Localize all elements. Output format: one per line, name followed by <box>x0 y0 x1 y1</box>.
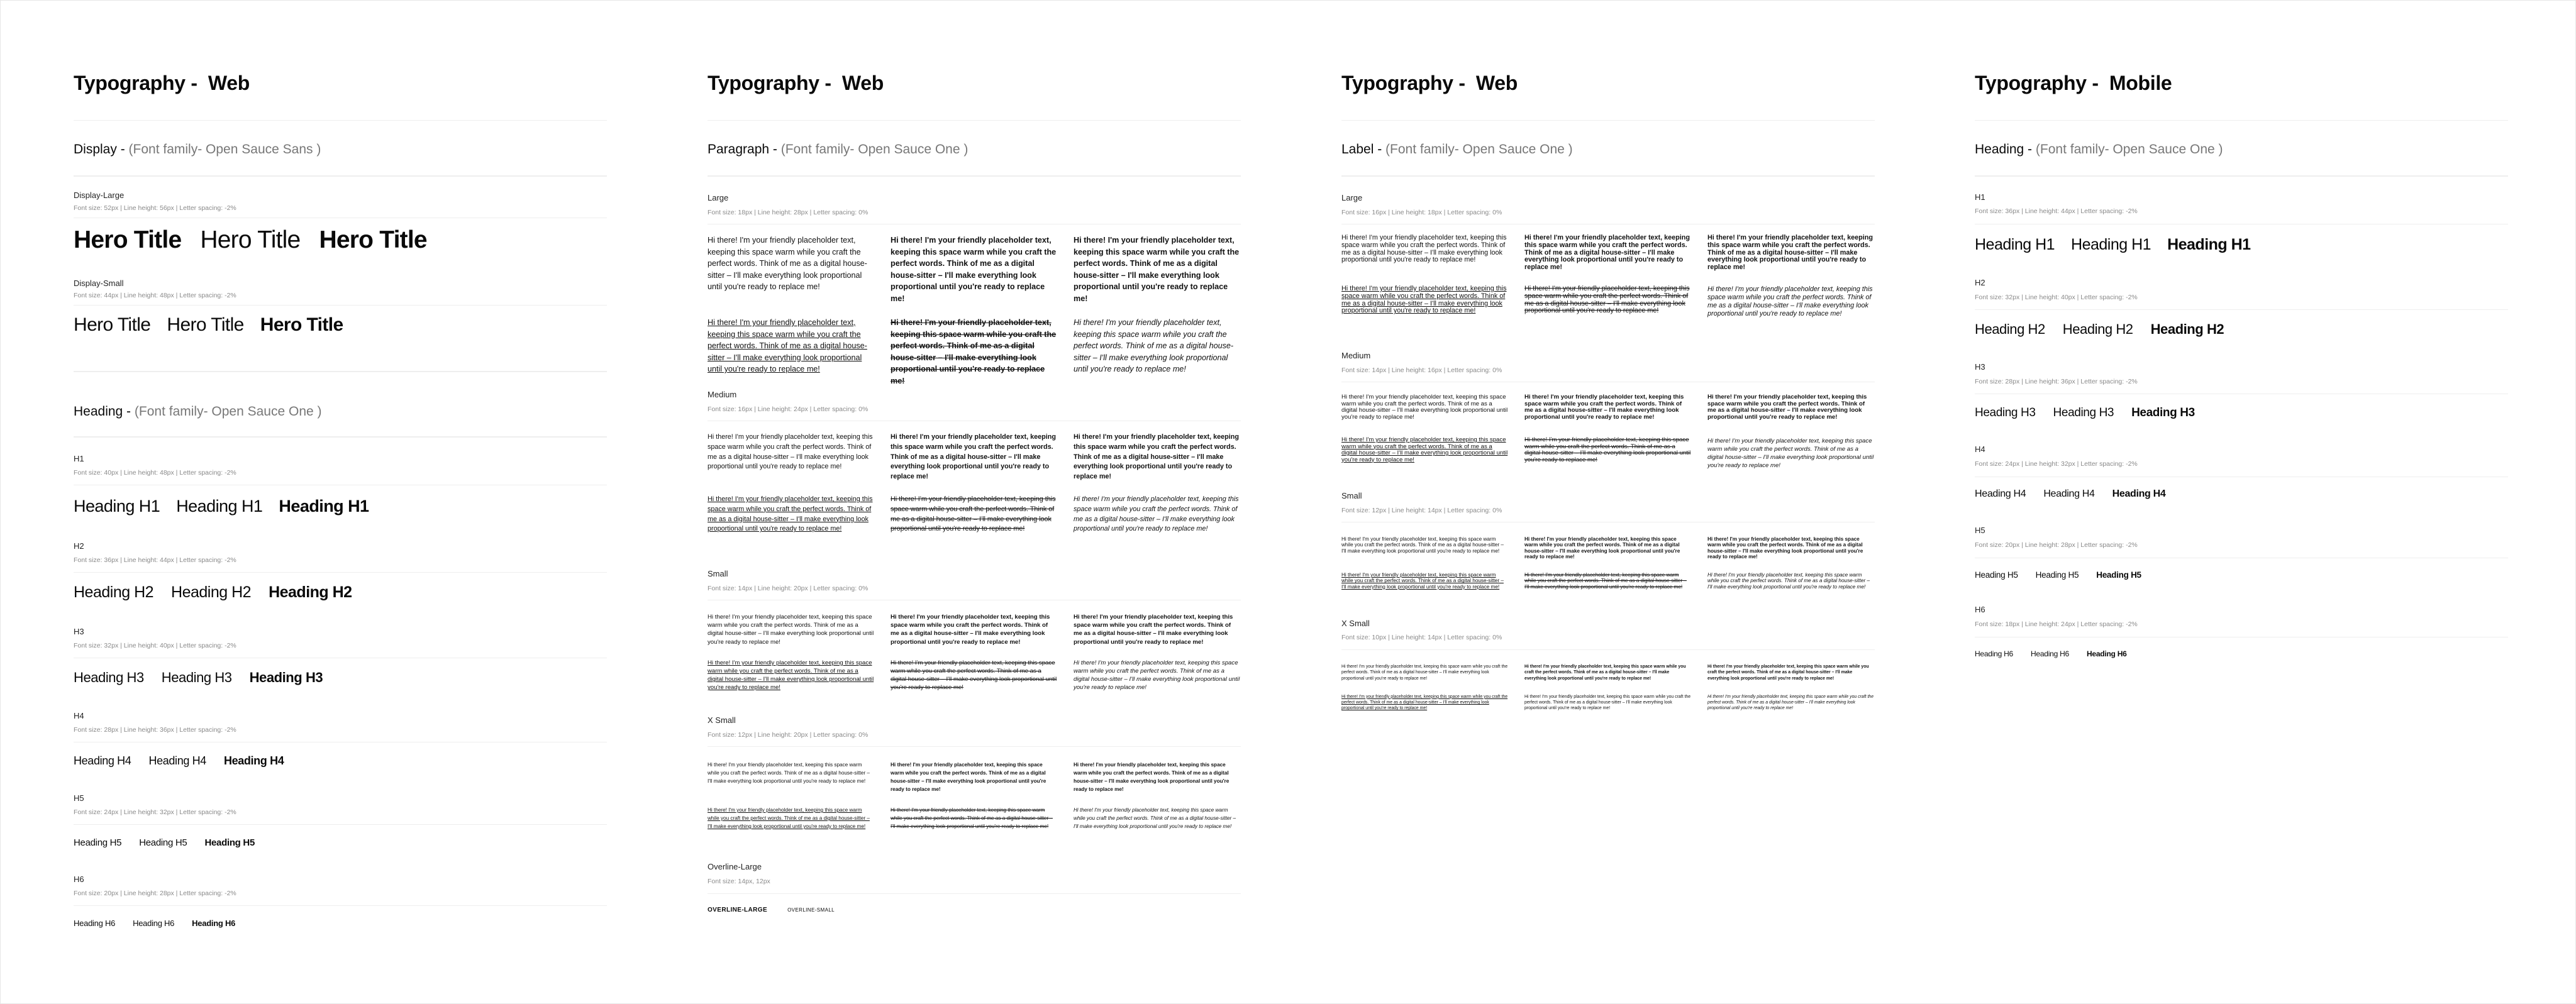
sample-strikethrough: Hi there! I'm your friendly placeholder text, keeping this space warm while you craft the perfect words. Think of me as a digital house-sitter – I'll make everything look proportional until you're ready to replace me! <box>891 807 1053 829</box>
label-large-samples <box>1341 234 1874 318</box>
style-meta: Font size: 10px | Line height: 14px | Letter spacing: 0% <box>1341 634 1502 641</box>
sample-medium: Hero Title <box>167 314 244 335</box>
style-label: H1 <box>1975 192 1985 202</box>
divider <box>1341 649 1875 650</box>
sample-semibold: Hero Title <box>319 226 427 253</box>
sample-underline: Hi there! I'm your friendly placeholder text, keeping this space warm while you craft the perfect words. Think of me as a digital house-sitter – I'll make everything look proportional until you're ready to replace me! <box>1341 436 1508 463</box>
style-label: Overline-Large <box>708 862 762 871</box>
sample-strikethrough: Hi there! I'm your friendly placeholder text, keeping this space warm while you craft the perfect words. Think of me as a digital house-sitter – I'll make everything look proportional until you're ready to replace me! <box>1524 436 1691 463</box>
sample-regular: Heading H6 <box>1975 649 2013 658</box>
sample-medium: Hi there! I'm your friendly placeholder text, keeping this space warm while you craft the perfect words. Think of me as a digital house-sitter – I'll make everything look proportional until you're ready to replace me! <box>891 433 1056 481</box>
divider <box>1975 120 2508 121</box>
page-title: Typography - Mobile <box>1975 72 2172 94</box>
sample-medium: Hi there! I'm your friendly placeholder text, keeping this space warm while you craft the perfect words. Think of me as a digital house-sitter – I'll make everything look proportional until you're ready to replace me! <box>891 614 1050 646</box>
page-title: Typography - Web <box>708 72 884 94</box>
sample-strikethrough: Hi there! I'm your friendly placeholder text, keeping this space warm while you craft the perfect words. Think of me as a digital house-sitter – I'll make everything look proportional until you're ready to replace me! <box>1524 284 1690 315</box>
style-label: Medium <box>1341 351 1371 360</box>
divider <box>708 746 1241 747</box>
section-title-heading: Heading - (Font family- Open Sauce One ) <box>1975 142 2223 157</box>
divider <box>1975 309 2508 310</box>
sample-semibold: Heading H6 <box>192 918 236 928</box>
style-label: Small <box>1341 491 1362 500</box>
sample-underline: Hi there! I'm your friendly placeholder text, keeping this space warm while you craft the perfect words. Think of me as a digital house-sitter – I'll make everything look proportional until you're ready to replace me! <box>708 495 873 533</box>
sample-italic: Hi there! I'm your friendly placeholder text, keeping this space warm while you craft the perfect words. Think of me as a digital house-sitter – I'll make everything look proportional until you're ready to replace me! <box>1707 285 1873 317</box>
sample-semibold: Heading H3 <box>2131 406 2195 419</box>
divider <box>74 572 607 573</box>
sample-regular-alt: Hi there! I'm your friendly placeholder text, keeping this space warm while you craft the perfect words. Think of me as a digital house-sitter – I'll make everything look proportional until you're ready to replace me! <box>1524 694 1691 711</box>
column-web-paragraph <box>708 0 1241 1004</box>
divider <box>74 371 607 372</box>
style-meta: Font size: 32px | Line height: 40px | Letter spacing: -2% <box>1975 294 2138 301</box>
sample-underline: Hi there! I'm your friendly placeholder text, keeping this space warm while you craft the perfect words. Think of me as a digital house-sitter – I'll make everything look proportional until you're ready to replace me! <box>1341 694 1508 711</box>
style-label: Small <box>708 569 728 578</box>
h6-samples <box>74 918 235 928</box>
sample-semibold: Hi there! I'm your friendly placeholder text, keeping this space warm while you craft the perfect words. Think of me as a digital house-sitter – I'll make everything look proportional until you're ready to replace me! <box>1707 665 1869 681</box>
style-meta: Font size: 28px | Line height: 36px | Letter spacing: -2% <box>1975 378 2138 385</box>
display-small-samples <box>74 314 343 336</box>
divider <box>74 120 607 121</box>
section-title-label: Label - (Font family- Open Sauce One ) <box>1341 142 1573 157</box>
section-title-heading: Heading - (Font family- Open Sauce One ) <box>74 404 322 419</box>
sample-underline: Hi there! I'm your friendly placeholder text, keeping this space warm while you craft the perfect words. Think of me as a digital house-sitter – I'll make everything look proportional until you're ready to replace me! <box>1341 572 1504 590</box>
sample-semibold: Heading H5 <box>2096 570 2141 580</box>
sample-regular: Heading H1 <box>1975 236 2055 253</box>
style-label: H5 <box>1975 526 1985 535</box>
sample-semibold: Hi there! I'm your friendly placeholder text, keeping this space warm while you craft the perfect words. Think of me as a digital house-sitter – I'll make everything look proportional until you're ready to replace me! <box>1074 614 1233 646</box>
sample-regular: Hi there! I'm your friendly placeholder text, keeping this space warm while you craft the perfect words. Think of me as a digital house-sitter – I'll make everything look proportional until you're ready to replace me! <box>1341 234 1507 264</box>
mobile-h1-samples <box>1975 236 2251 254</box>
divider <box>1341 175 1875 177</box>
sample-medium: Hi there! I'm your friendly placeholder text, keeping this space warm while you craft the perfect words. Think of me as a digital house-sitter – I'll make everything look proportional until you're ready to replace me! <box>1524 665 1686 681</box>
sample-semibold: Heading H1 <box>279 497 369 516</box>
style-label: Large <box>708 193 729 202</box>
sample-regular: Hero Title <box>200 226 301 253</box>
sample-regular: Hi there! I'm your friendly placeholder text, keeping this space warm while you craft the perfect words. Think of me as a digital house-sitter – I'll make everything look proportional until you're ready to replace me! <box>1341 665 1508 681</box>
sample-semibold: Hi there! I'm your friendly placeholder text, keeping this space warm while you craft the perfect words. Think of me as a digital house-sitter – I'll make everything look proportional until you're ready to replace me! <box>1707 234 1873 272</box>
sample-medium: Hi there! I'm your friendly placeholder text, keeping this space warm while you craft the perfect words. Think of me as a digital house-sitter – I'll make everything look proportional until you're ready to replace me! <box>1524 234 1690 272</box>
style-label: H4 <box>74 711 84 720</box>
sample-semibold: Hi there! I'm your friendly placeholder text, keeping this space warm while you craft the perfect words. Think of me as a digital house-sitter – I'll make everything look proportional until you're ready to replace me! <box>1074 762 1230 792</box>
sample-semibold: Heading H6 <box>2086 649 2127 658</box>
label-small-samples <box>1341 536 1874 590</box>
sample-semibold: Heading H5 <box>204 837 255 848</box>
style-label: Large <box>1341 193 1363 202</box>
style-meta: Font size: 52px | Line height: 56px | Letter spacing: -2% <box>74 204 236 212</box>
sample-medium: Heading H1 <box>176 497 263 516</box>
sample-bold: Hero Title <box>74 226 182 253</box>
sample-regular: Hi there! I'm your friendly placeholder text, keeping this space warm while you craft the perfect words. Think of me as a digital house-sitter – I'll make everything look proportional until you're ready to replace me! <box>708 762 870 784</box>
style-meta: Font size: 28px | Line height: 36px | Letter spacing: -2% <box>74 726 236 734</box>
paragraph-medium-samples <box>708 433 1240 534</box>
paragraph-xsmall-samples <box>708 761 1240 830</box>
sample-regular: Heading H3 <box>1975 406 2036 419</box>
mobile-h2-samples <box>1975 321 2224 338</box>
divider <box>708 175 1241 177</box>
style-label: Medium <box>708 390 737 399</box>
sample-semibold: Hero Title <box>260 314 343 335</box>
sample-regular: Hi there! I'm your friendly placeholder text, keeping this space warm while you craft the perfect words. Think of me as a digital house-sitter – I'll make everything look proportional until you're ready to replace me! <box>1341 536 1504 554</box>
sample-italic: Hi there! I'm your friendly placeholder text, keeping this space warm while you craft the perfect words. Think of me as a digital house-sitter – I'll make everything look proportional until you're ready to replace me! <box>1707 438 1874 469</box>
sample-semibold: Heading H3 <box>249 670 323 685</box>
divider <box>708 893 1241 894</box>
sample-italic: Hi there! I'm your friendly placeholder text, keeping this space warm while you craft the perfect words. Think of me as a digital house-sitter – I'll make everything look proportional until you're ready to replace me! <box>1074 318 1234 373</box>
mobile-h3-samples <box>1975 406 2195 420</box>
sample-regular: Heading H5 <box>74 837 122 848</box>
paragraph-large-samples <box>708 234 1240 387</box>
sample-medium: Heading H1 <box>2071 236 2151 253</box>
sample-regular: Heading H2 <box>1975 321 2045 337</box>
style-label: H6 <box>1975 605 1985 614</box>
paragraph-small-samples <box>708 613 1240 692</box>
sample-semibold: Heading H2 <box>269 583 352 601</box>
overline-large: OVERLINE-LARGE <box>708 907 768 913</box>
sample-medium: Heading H4 <box>148 754 206 767</box>
sample-semibold: Heading H4 <box>2112 488 2166 499</box>
sample-semibold: Heading H4 <box>223 754 284 767</box>
divider <box>708 120 1241 121</box>
h1-samples <box>74 497 369 516</box>
style-label: X Small <box>1341 619 1370 628</box>
sample-medium: Hi there! I'm your friendly placeholder text, keeping this space warm while you craft the perfect words. Think of me as a digital house-sitter – I'll make everything look proportional until you're ready to replace me! <box>1524 536 1680 560</box>
style-meta: Font size: 24px | Line height: 32px | Letter spacing: -2% <box>74 808 236 816</box>
sample-strikethrough: Hi there! I'm your friendly placeholder text, keeping this space warm while you craft the perfect words. Think of me as a digital house-sitter – I'll make everything look proportional until you're ready to replace me! <box>891 495 1056 533</box>
sample-medium: Heading H2 <box>2062 321 2133 337</box>
sample-regular: Heading H3 <box>74 670 144 685</box>
sample-medium: Heading H2 <box>171 583 252 601</box>
style-meta: Font size: 32px | Line height: 40px | Letter spacing: -2% <box>74 642 236 649</box>
column-mobile-heading <box>1975 0 2508 1004</box>
style-meta: Font size: 36px | Line height: 44px | Letter spacing: -2% <box>1975 207 2138 215</box>
style-label: X Small <box>708 715 736 725</box>
sample-medium: Hi there! I'm your friendly placeholder text, keeping this space warm while you craft the perfect words. Think of me as a digital house-sitter – I'll make everything look proportional until you're ready to replace me! <box>1524 394 1684 421</box>
sample-medium: Hi there! I'm your friendly placeholder text, keeping this space warm while you craft the perfect words. Think of me as a digital house-sitter – I'll make everything look proportional until you're ready to replace me! <box>891 236 1057 303</box>
sample-medium: Hi there! I'm your friendly placeholder text, keeping this space warm while you craft the perfect words. Think of me as a digital house-sitter – I'll make everything look proportional until you're ready to replace me! <box>891 762 1046 792</box>
style-meta: Font size: 14px, 12px <box>708 878 770 885</box>
sample-medium: Heading H5 <box>139 837 187 848</box>
mobile-h4-samples <box>1975 488 2165 500</box>
style-label: H1 <box>74 454 84 463</box>
style-label: H4 <box>1975 444 1985 454</box>
overline-small: OVERLINE-SMALL <box>787 907 835 913</box>
style-meta: Font size: 20px | Line height: 28px | Letter spacing: -2% <box>74 890 236 897</box>
style-meta: Font size: 18px | Line height: 28px | Letter spacing: 0% <box>708 209 869 216</box>
sample-strikethrough: Hi there! I'm your friendly placeholder text, keeping this space warm while you craft the perfect words. Think of me as a digital house-sitter – I'll make everything look proportional until you're ready to replace me! <box>891 659 1057 692</box>
sample-regular: Heading H2 <box>74 583 154 601</box>
h3-samples <box>74 670 323 686</box>
sample-underline: Hi there! I'm your friendly placeholder text, keeping this space warm while you craft the perfect words. Think of me as a digital house-sitter – I'll make everything look proportional until you're ready to replace me! <box>708 318 867 373</box>
sample-regular: Heading H1 <box>74 497 160 516</box>
sample-regular: Hi there! I'm your friendly placeholder text, keeping this space warm while you craft the perfect words. Think of me as a digital house-sitter – I'll make everything look proportional until you're ready to replace me! <box>708 236 867 291</box>
column-web-display-heading <box>74 0 607 1004</box>
sample-italic: Hi there! I'm your friendly placeholder text, keeping this space warm while you craft the perfect words. Think of me as a digital house-sitter – I'll make everything look proportional until you're ready to replace me! <box>1074 659 1240 692</box>
divider <box>74 824 607 825</box>
style-meta: Font size: 16px | Line height: 18px | Letter spacing: 0% <box>1341 209 1502 216</box>
style-meta: Font size: 36px | Line height: 44px | Letter spacing: -2% <box>74 556 236 564</box>
style-label: H6 <box>74 874 84 884</box>
divider <box>74 905 607 906</box>
sample-strikethrough: Hi there! I'm your friendly placeholder text, keeping this space warm while you craft the perfect words. Think of me as a digital house-sitter – I'll make everything look proportional until you're ready to replace me! <box>891 318 1057 385</box>
display-large-samples <box>74 226 427 254</box>
h5-samples <box>74 837 255 848</box>
sample-semibold: Hi there! I'm your friendly placeholder text, keeping this space warm while you craft the perfect words. Think of me as a digital house-sitter – I'll make everything look proportional until you're ready to replace me! <box>1074 236 1240 303</box>
sample-semibold: Hi there! I'm your friendly placeholder text, keeping this space warm while you craft the perfect words. Think of me as a digital house-sitter – I'll make everything look proportional until you're ready to replace me! <box>1074 433 1239 481</box>
page-title: Typography - Web <box>74 72 250 94</box>
sample-medium: Heading H3 <box>2053 406 2114 419</box>
style-meta: Font size: 24px | Line height: 32px | Letter spacing: -2% <box>1975 460 2138 468</box>
label-medium-samples <box>1341 394 1874 470</box>
sample-semibold: Heading H2 <box>2150 321 2224 337</box>
h4-samples <box>74 754 284 768</box>
label-xsmall-samples <box>1341 664 1874 712</box>
sample-italic: Hi there! I'm your friendly placeholder text, keeping this space warm while you craft the perfect words. Think of me as a digital house-sitter – I'll make everything look proportional until you're ready to replace me! <box>1707 572 1870 590</box>
sample-strikethrough: Hi there! I'm your friendly placeholder text, keeping this space warm while you craft the perfect words. Think of me as a digital house-sitter – I'll make everything look proportional until you're ready to replace me! <box>1524 572 1687 590</box>
sample-medium: Heading H3 <box>161 670 232 685</box>
mobile-h5-samples <box>1975 570 2141 580</box>
sample-italic: Hi there! I'm your friendly placeholder text, keeping this space warm while you craft the perfect words. Think of me as a digital house-sitter – I'll make everything look proportional until you're ready to replace me! <box>1707 694 1874 711</box>
style-meta: Font size: 12px | Line height: 20px | Letter spacing: 0% <box>708 731 869 739</box>
h2-samples <box>74 583 352 602</box>
divider <box>74 436 607 438</box>
section-title-paragraph: Paragraph - (Font family- Open Sauce One ) <box>708 142 969 157</box>
sample-italic: Hi there! I'm your friendly placeholder text, keeping this space warm while you craft the perfect words. Think of me as a digital house-sitter – I'll make everything look proportional until you're ready to replace me! <box>1074 495 1239 533</box>
style-meta: Font size: 40px | Line height: 48px | Letter spacing: -2% <box>74 469 236 477</box>
column-web-label <box>1341 0 1875 1004</box>
style-meta: Font size: 20px | Line height: 28px | Letter spacing: -2% <box>1975 541 2138 549</box>
sample-italic: Hi there! I'm your friendly placeholder text, keeping this space warm while you craft the perfect words. Think of me as a digital house-sitter – I'll make everything look proportional until you're ready to replace me! <box>1074 807 1236 829</box>
sample-medium: Heading H4 <box>2043 488 2095 499</box>
sample-regular: Hero Title <box>74 314 151 335</box>
style-meta: Font size: 44px | Line height: 48px | Letter spacing: -2% <box>74 292 236 299</box>
section-title-display: Display - (Font family- Open Sauce Sans ) <box>74 142 321 157</box>
style-label: Display-Small <box>74 279 124 288</box>
sample-semibold: Hi there! I'm your friendly placeholder text, keeping this space warm while you craft the perfect words. Think of me as a digital house-sitter – I'll make everything look proportional until you're ready to replace me! <box>1707 394 1867 421</box>
sample-underline: Hi there! I'm your friendly placeholder text, keeping this space warm while you craft the perfect words. Think of me as a digital house-sitter – I'll make everything look proportional until you're ready to replace me! <box>1341 284 1507 315</box>
sample-underline: Hi there! I'm your friendly placeholder text, keeping this space warm while you craft the perfect words. Think of me as a digital house-sitter – I'll make everything look proportional until you're ready to replace me! <box>708 807 870 829</box>
sample-medium: Heading H6 <box>2030 649 2069 658</box>
style-meta: Font size: 14px | Line height: 20px | Letter spacing: 0% <box>708 585 869 592</box>
sample-regular: Heading H6 <box>74 918 116 928</box>
style-label: H2 <box>74 541 84 551</box>
sample-semibold: Heading H1 <box>2167 236 2251 253</box>
sample-regular: Heading H4 <box>1975 488 2026 499</box>
divider <box>1341 120 1875 121</box>
sample-regular: Hi there! I'm your friendly placeholder text, keeping this space warm while you craft the perfect words. Think of me as a digital house-sitter – I'll make everything look proportional until you're ready to replace me! <box>708 433 873 471</box>
mobile-h6-samples <box>1975 649 2127 658</box>
sample-medium: Heading H6 <box>133 918 175 928</box>
sample-semibold: Hi there! I'm your friendly placeholder text, keeping this space warm while you craft the perfect words. Think of me as a digital house-sitter – I'll make everything look proportional until you're ready to replace me! <box>1707 536 1863 560</box>
divider <box>74 175 607 177</box>
style-label: H5 <box>74 793 84 803</box>
style-meta: Font size: 18px | Line height: 24px | Letter spacing: -2% <box>1975 621 2138 628</box>
sample-regular: Hi there! I'm your friendly placeholder text, keeping this space warm while you craft the perfect words. Think of me as a digital house-sitter – I'll make everything look proportional until you're ready to replace me! <box>708 614 874 646</box>
divider <box>1975 175 2508 177</box>
style-label: H3 <box>1975 362 1985 372</box>
sample-regular: Heading H4 <box>74 754 131 767</box>
sample-underline: Hi there! I'm your friendly placeholder text, keeping this space warm while you craft the perfect words. Think of me as a digital house-sitter – I'll make everything look proportional until you're ready to replace me! <box>708 659 874 692</box>
sample-regular: Heading H5 <box>1975 570 2018 580</box>
style-meta: Font size: 14px | Line height: 16px | Letter spacing: 0% <box>1341 367 1502 374</box>
style-meta: Font size: 16px | Line height: 24px | Letter spacing: 0% <box>708 405 869 413</box>
style-label: H2 <box>1975 278 1985 287</box>
overline-samples <box>708 907 835 913</box>
page-title: Typography - Web <box>1341 72 1518 94</box>
sample-regular: Hi there! I'm your friendly placeholder text, keeping this space warm while you craft the perfect words. Think of me as a digital house-sitter – I'll make everything look proportional until you're ready to replace me! <box>1341 394 1508 421</box>
style-meta: Font size: 12px | Line height: 14px | Letter spacing: 0% <box>1341 507 1502 514</box>
style-label: H3 <box>74 627 84 636</box>
sample-medium: Heading H5 <box>2035 570 2079 580</box>
style-label: Display-Large <box>74 190 125 200</box>
divider <box>74 305 607 306</box>
